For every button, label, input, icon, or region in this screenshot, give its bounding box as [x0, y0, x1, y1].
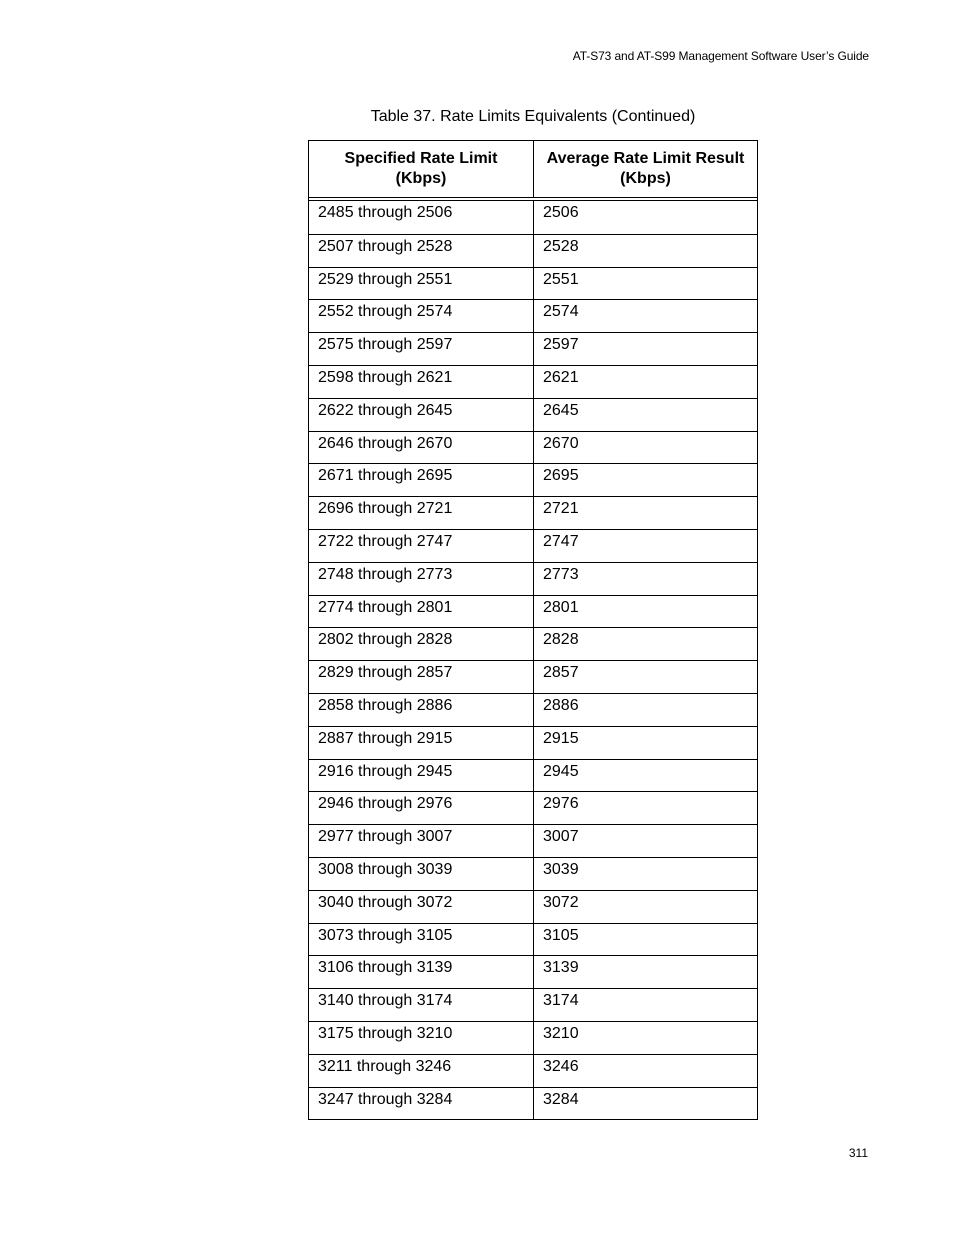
table-row: [309, 463, 757, 496]
table-row: [309, 1021, 757, 1054]
table-row: [309, 824, 757, 857]
table-row: [309, 529, 757, 562]
average-rate-cell: 2695: [533, 464, 757, 496]
table-row: [309, 1087, 757, 1120]
average-rate-cell: 3105: [533, 924, 757, 956]
table-row: [309, 759, 757, 792]
specified-rate-cell: 2671 through 2695: [318, 467, 453, 485]
table-row: [309, 923, 757, 956]
table-row: [309, 627, 757, 660]
table-row: [309, 1054, 757, 1087]
average-rate-cell: 2551: [533, 268, 757, 300]
average-rate-cell: 3246: [533, 1055, 757, 1087]
average-rate-cell: 3284: [533, 1088, 757, 1120]
average-rate-cell: 3039: [533, 858, 757, 890]
average-rate-cell: 3174: [533, 989, 757, 1021]
table-row: [309, 660, 757, 693]
specified-rate-cell: 2916 through 2945: [318, 762, 453, 780]
specified-rate-cell: 2977 through 3007: [318, 828, 453, 846]
table-row: [309, 398, 757, 431]
average-rate-cell: 2773: [533, 563, 757, 595]
average-rate-cell: 3007: [533, 825, 757, 857]
specified-rate-cell: 3008 through 3039: [318, 860, 453, 878]
table-row: [309, 431, 757, 464]
average-rate-cell: 2621: [533, 366, 757, 398]
specified-rate-cell: 2748 through 2773: [318, 565, 453, 583]
average-rate-cell: 2597: [533, 333, 757, 365]
running-header: AT-S73 and AT-S99 Management Software User’s Guide: [572, 49, 869, 63]
specified-rate-cell: 2802 through 2828: [318, 631, 453, 649]
specified-rate-cell: 3040 through 3072: [318, 893, 453, 911]
table-row: [309, 562, 757, 595]
average-rate-cell: 3210: [533, 1022, 757, 1054]
specified-rate-cell: 2696 through 2721: [318, 500, 453, 518]
table-row: [309, 955, 757, 988]
average-rate-cell: 3139: [533, 956, 757, 988]
table-row: [309, 234, 757, 267]
specified-rate-cell: 3073 through 3105: [318, 926, 453, 944]
specified-rate-cell: 3106 through 3139: [318, 959, 453, 977]
table-row: [309, 693, 757, 726]
specified-rate-cell: 2646 through 2670: [318, 434, 453, 452]
specified-rate-cell: 2529 through 2551: [318, 270, 453, 288]
specified-rate-cell: 2485 through 2506: [318, 204, 453, 221]
average-rate-cell: 2670: [533, 432, 757, 464]
average-rate-cell: 3072: [533, 891, 757, 923]
specified-rate-cell: 2829 through 2857: [318, 664, 453, 682]
specified-rate-cell: 3140 through 3174: [318, 992, 453, 1010]
average-rate-cell: 2528: [533, 235, 757, 267]
table-header-row: [309, 141, 757, 198]
table-row: [309, 890, 757, 923]
table-row: [309, 595, 757, 628]
specified-rate-cell: 2552 through 2574: [318, 303, 453, 321]
average-rate-cell: 2886: [533, 694, 757, 726]
average-rate-cell: 2915: [533, 727, 757, 759]
page-number: 311: [848, 1146, 868, 1160]
specified-rate-cell: 3247 through 3284: [318, 1090, 453, 1108]
average-rate-cell: 2801: [533, 596, 757, 628]
table-row: [309, 201, 757, 234]
column-header-specified-rate: Specified Rate Limit (Kbps): [344, 150, 498, 187]
table-body: [309, 201, 757, 1119]
specified-rate-cell: 2598 through 2621: [318, 368, 453, 386]
table-row: [309, 988, 757, 1021]
average-rate-cell: 2506: [533, 201, 757, 234]
average-rate-cell: 2645: [533, 399, 757, 431]
average-rate-cell: 2574: [533, 300, 757, 332]
table-row: [309, 267, 757, 300]
specified-rate-cell: 2507 through 2528: [318, 237, 453, 255]
average-rate-cell: 2721: [533, 497, 757, 529]
specified-rate-cell: 2575 through 2597: [318, 336, 453, 354]
table-row: [309, 791, 757, 824]
specified-rate-cell: 3175 through 3210: [318, 1024, 453, 1042]
specified-rate-cell: 2887 through 2915: [318, 729, 453, 747]
table-row: [309, 299, 757, 332]
specified-rate-cell: 2946 through 2976: [318, 795, 453, 813]
average-rate-cell: 2976: [533, 792, 757, 824]
column-header-average-rate: Average Rate Limit Result (Kbps): [533, 141, 757, 197]
average-rate-cell: 2747: [533, 530, 757, 562]
specified-rate-cell: 2722 through 2747: [318, 532, 453, 550]
average-rate-cell: 2945: [533, 760, 757, 792]
rate-limits-table: [308, 140, 758, 1120]
average-rate-cell: 2828: [533, 628, 757, 660]
specified-rate-cell: 2858 through 2886: [318, 696, 453, 714]
table-row: [309, 857, 757, 890]
table-row: [309, 365, 757, 398]
table-row: [309, 496, 757, 529]
table-row: [309, 332, 757, 365]
table-caption: Table 37. Rate Limits Equivalents (Continued): [370, 108, 696, 125]
specified-rate-cell: 2774 through 2801: [318, 598, 453, 616]
specified-rate-cell: 3211 through 3246: [318, 1057, 452, 1075]
specified-rate-cell: 2622 through 2645: [318, 401, 453, 419]
table-row: [309, 726, 757, 759]
average-rate-cell: 2857: [533, 661, 757, 693]
